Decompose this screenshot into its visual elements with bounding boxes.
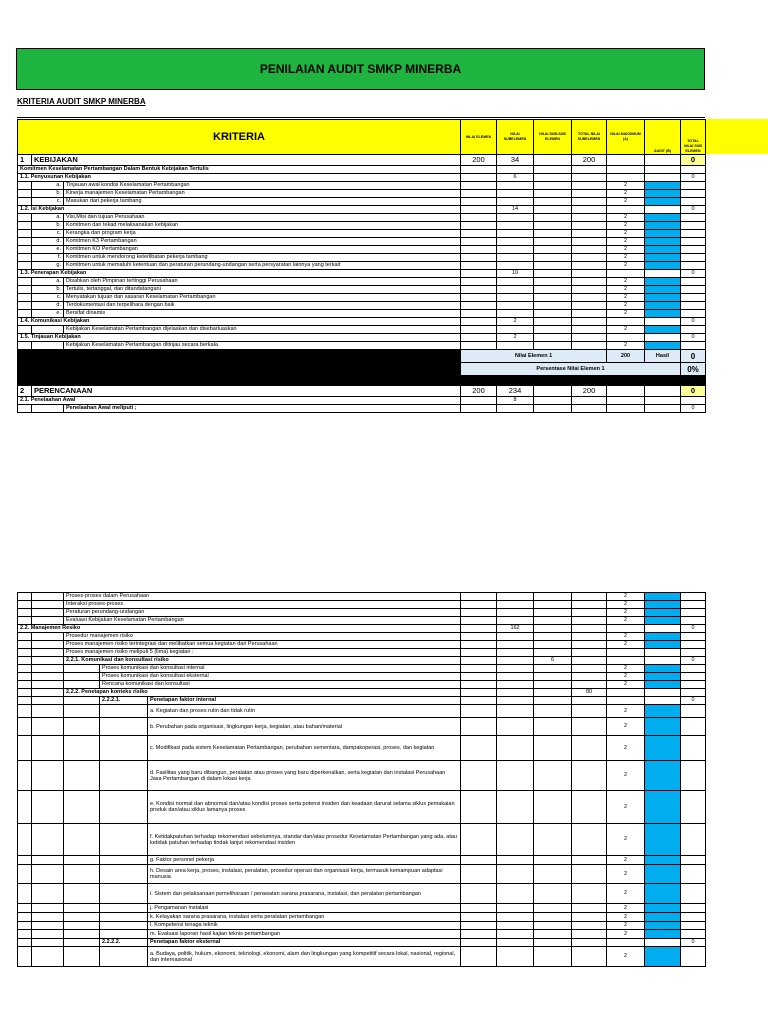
audit-input-cell[interactable]: [645, 884, 681, 904]
nilai-elemen-label: Nilai Elemen 1: [461, 350, 607, 363]
table-row: Proses-proses dalam Perusahaan 2: [18, 593, 706, 601]
table-row: b. Kinerja manajemen Keselamatan Pertambangan 2: [18, 190, 706, 198]
table-row: [18, 166, 706, 174]
table-row: g. Faktor personel pekerja 2: [18, 856, 706, 865]
subelement-label: 1.3. Penerapan Kebijakan: [18, 270, 461, 278]
subelement-value: 2: [497, 334, 534, 342]
subelement-row: [18, 397, 706, 405]
black-separator-row: [18, 376, 706, 386]
header-nilai-sub-sub-elemen: NILAI SUB-SUB ELEMEN: [534, 120, 572, 155]
audit-input-cell[interactable]: [645, 222, 681, 230]
audit-input-cell[interactable]: [645, 904, 681, 913]
table-row: b. Tertulis, tertanggal, dan ditandatangani 2: [18, 286, 706, 294]
element-row-2: [18, 386, 706, 397]
table-row: f. Komitmen untuk mendorong keterlibatan pekerja tambang 2: [18, 254, 706, 262]
nilai-audit-header-extension: [705, 119, 768, 154]
subelement-label: 1.2. Isi Kebijakan: [18, 206, 461, 214]
subelement-value: 162: [497, 625, 534, 633]
table-row: Evaluasi Kebijakan Keselamatan Pertambangan 2: [18, 617, 706, 625]
subelement-label: 2.2. Manajemen Resiko: [18, 625, 461, 633]
table-row: d. Komitmen K3 Pertambangan 2: [18, 238, 706, 246]
hasil-label: Hasil: [645, 350, 681, 363]
faktor-header-row: 2.2.2.2. Penetapan faktor eksternal 0: [18, 939, 706, 947]
audit-input-cell[interactable]: [645, 246, 681, 254]
audit-input-cell[interactable]: [645, 230, 681, 238]
table-row: e. Komitmen KO Pertambangan 2: [18, 246, 706, 254]
nilai-elemen: 200: [461, 155, 497, 166]
criteria-table-page2: [17, 592, 706, 967]
table-row: a. Visi,Misi dan tujuan Perusahaan 2: [18, 214, 706, 222]
table-row: b. Perubahan pada organisasi, lingkungan kerja, kegiatan, atau bahan/material 2: [18, 718, 706, 736]
faktor-header-row: 2.2.2.1. Penetapan faktor internal 0: [18, 697, 706, 705]
audit-input-cell[interactable]: [645, 705, 681, 718]
element-row-1: [18, 155, 706, 166]
subelement-label: 1.4. Komunikasi Kebijakan: [18, 318, 461, 326]
table-row: c. Kerangka dan program kerja 2: [18, 230, 706, 238]
audit-input-cell[interactable]: [645, 254, 681, 262]
divider: [17, 117, 705, 118]
subelement-value: 8: [497, 397, 534, 405]
header-nilai-maksimum: NILAI MAKSIMUM (A): [607, 120, 645, 155]
table-row: Proses manajemen risiko terintegrasi dan melibatkan semua kegiatan dari Perusahaan 2: [18, 641, 706, 649]
header-nilai-elemen: NILAI ELEMEN: [461, 120, 497, 155]
audit-input-cell[interactable]: [645, 609, 681, 617]
table-row: a. Tinjauan awal kondisi Keselamatan Pertambangan 2: [18, 182, 706, 190]
header-nilai-subelemen: NILAI SUBELEMEN: [497, 120, 534, 155]
subelement-value: 2: [497, 318, 534, 326]
audit-input-cell[interactable]: [645, 633, 681, 641]
table-row: Rencana komunikasi dan konsultasi 2: [18, 681, 706, 689]
subelement-row: [18, 270, 706, 278]
table-row: c. Modifikasi pada sistem Keselamatan Pertambangan, perubahan sementara, dampakoperasi, proses, dan kegiatan 2: [18, 736, 706, 761]
subelement-label: 1.5. Tinjauan Kebijakan: [18, 334, 461, 342]
table-row: k. Kelayakan sarana prasarana, instalasi serta peralatan pertambangan 2: [18, 913, 706, 922]
audit-input-cell[interactable]: [645, 198, 681, 206]
subelement-result: 0: [681, 334, 706, 342]
table-row: Proses manajemen risiko meliputi 5 (lima) kegiatan :: [18, 649, 706, 657]
audit-input-cell[interactable]: [645, 262, 681, 270]
header-total-nilai-subelemen: TOTAL NILAI SUBELEMEN: [572, 120, 607, 155]
table-row: Proses komunikasi dan konsultasi internal 2: [18, 665, 706, 673]
audit-input-cell[interactable]: [645, 214, 681, 222]
table-row: Kebijakan Keselamatan Pertambangan ditinjau secara berkala 2: [18, 342, 706, 350]
subelement-result: 0: [681, 206, 706, 214]
total-nilai: 200: [572, 155, 607, 166]
audit-input-cell[interactable]: [645, 856, 681, 865]
audit-input-cell[interactable]: [645, 326, 681, 334]
audit-input-cell[interactable]: [645, 930, 681, 939]
audit-input-cell[interactable]: [645, 681, 681, 689]
nilai-elemen-value: 200: [607, 350, 645, 363]
persentase-value: 0%: [681, 363, 706, 376]
table-row: m. Evaluasi laporan hasil kajian teknis pertambangan 2: [18, 930, 706, 939]
total-nilai: 200: [572, 386, 607, 397]
element-name: PERENCANAAN: [32, 386, 461, 397]
audit-input-cell[interactable]: [645, 641, 681, 649]
table-row: d. Fasilitas yang baru dibangun, peralatan atau proses yang baru diperkenalkan, serta kegiatan dan instalasi Perusahaan Jasa Pertambangan di dalam lokasi kerja 2: [18, 761, 706, 791]
table-row: b. Komitmen dan tekad melaksanakan kebijakan 2: [18, 222, 706, 230]
header-total-nilai-sub-elemen: TOTAL NILAI SUB ELEMEN: [681, 120, 706, 155]
audit-input-cell[interactable]: [645, 617, 681, 625]
table-row: Proses komunikasi dan konsultasi eksternal 2: [18, 673, 706, 681]
nilai-elemen-summary-row: [18, 350, 706, 363]
audit-input-cell[interactable]: [645, 791, 681, 824]
table-row: i. Sistem dan pelaksanaan pemeliharaan / perawatan sarana prasarana, instalasi, dan peralatan pertambangan 2: [18, 884, 706, 904]
audit-input-cell[interactable]: [645, 913, 681, 922]
table-row: c. Menyatakan tujuan dan sasaran Keselamatan Pertambangan 2: [18, 294, 706, 302]
header-audit-b: AUDIT (B): [645, 120, 681, 155]
subelement-label: 2.1. Penelaahan Awal: [18, 397, 461, 405]
table-row: g. Komitmen untuk mematuhi ketentuan dan peraturan perundang-undangan serta persyaratan lainnya yang terkait 2: [18, 262, 706, 270]
element-number: 1: [18, 155, 32, 166]
element-name: KEBIJAKAN: [32, 155, 461, 166]
table-row: a. Kegiatan dan proses rutin dan tidak rutin 2: [18, 705, 706, 718]
page-title: PENILAIAN AUDIT SMKP MINERBA: [16, 48, 705, 90]
audit-input-cell[interactable]: [645, 922, 681, 930]
audit-total: 0: [681, 386, 706, 397]
nilai-subelemen: 234: [497, 386, 534, 397]
table-row: d. Terdokumentasi dan terpelihara dengan baik 2: [18, 302, 706, 310]
audit-input-cell[interactable]: [645, 593, 681, 601]
table-row: Prosedur manajemen risiko 2: [18, 633, 706, 641]
table-row: e. Bersifat dinamis 2: [18, 310, 706, 318]
audit-input-cell[interactable]: [645, 182, 681, 190]
audit-input-cell[interactable]: [645, 824, 681, 856]
subelement-value: 14: [497, 206, 534, 214]
audit-input-cell[interactable]: [645, 947, 681, 967]
subelement-row: 2.2. Manajemen Resiko 162 0: [18, 625, 706, 633]
hasil-value: 0: [681, 350, 706, 363]
audit-input-cell[interactable]: [645, 278, 681, 286]
audit-input-cell[interactable]: [645, 736, 681, 761]
table-row: c. Masukan dari pekerja tambang 2: [18, 198, 706, 206]
audit-input-cell[interactable]: [645, 865, 681, 884]
audit-input-cell[interactable]: [645, 718, 681, 736]
audit-input-cell[interactable]: [645, 310, 681, 318]
table-row: Penelaahan Awal meliputi ; 0: [18, 405, 706, 413]
nilai-subelemen: 34: [497, 155, 534, 166]
audit-input-cell[interactable]: [645, 294, 681, 302]
audit-input-cell[interactable]: [645, 190, 681, 198]
komitmen-label: Komitmen Keselamatan Pertambangan Dalam Bentuk Kebijakan Tertulis: [18, 166, 461, 174]
audit-input-cell[interactable]: [645, 665, 681, 673]
subelement-label: 1.1. Penyusunan Kebijakan: [18, 174, 461, 182]
table-row: a. Disahkan oleh Pimpinan tertinggi Perusahaan 2: [18, 278, 706, 286]
audit-input-cell[interactable]: [645, 601, 681, 609]
table-row: a. Budaya, politik, hukum, ekonomi, teknologi, ekonomi, alam dan lingkungan yang kompetitif secara lokal, nasional, regional, dan internasional 2: [18, 947, 706, 967]
subelement-result: 0: [681, 270, 706, 278]
table-row: f. Ketidakpatuhan terhadap rekomendasi sebelumnya, standar dan/atau prosedur Keselamatan Pertambangan yang ada, atau ketidak patuhan terhadap tindak lanjut rekomendasi insiden 2: [18, 824, 706, 856]
header-kriteria: KRITERIA: [18, 120, 461, 155]
table-header: [18, 120, 706, 155]
subelement-result: 0: [681, 174, 706, 182]
subelement-row: [18, 174, 706, 182]
subelement-value: 6: [497, 174, 534, 182]
element-number: 2: [18, 386, 32, 397]
subelement-row: [18, 206, 706, 214]
audit-input-cell[interactable]: [645, 673, 681, 681]
table-row: l. Kompetensi tenaga teknik 2: [18, 922, 706, 930]
audit-input-cell[interactable]: [645, 238, 681, 246]
table-row: e. Kondisi normal dan abnormal dan/atau kondisi proses serta potensi insiden dan keadaan darurat selama siklus pemakaian produk dan/atau siklus lamanya proses 2: [18, 791, 706, 824]
nilai-elemen: 200: [461, 386, 497, 397]
subelement-row: [18, 334, 706, 342]
subelement-row: [18, 318, 706, 326]
audit-input-cell[interactable]: [645, 342, 681, 350]
subelement-result: 0: [681, 318, 706, 326]
table-row: Interaksi proses-proses 2: [18, 601, 706, 609]
document-subtitle: KRITERIA AUDIT SMKP MINERBA: [17, 97, 146, 106]
persentase-label: Persentase Nilai Elemen 1: [461, 363, 681, 376]
criteria-table-page1: [17, 119, 706, 413]
audit-input-cell[interactable]: [645, 286, 681, 294]
audit-input-cell[interactable]: [645, 761, 681, 791]
subsubelement-row: 2.2.1. Komunikasi dan konsultasi risiko 6 0: [18, 657, 706, 665]
subsubelement-row: 2.2.2. Penetapan konteks risiko 80: [18, 689, 706, 697]
table-row: j. Pengamanan instalasi 2: [18, 904, 706, 913]
subelement-value: 10: [497, 270, 534, 278]
table-row: h. Desain area kerja, proses, instalasi, peralatan, prosedur operasi dan organisasi kerja, termasuk kemampuan adaptasi manusia 2: [18, 865, 706, 884]
table-row: Peraturan perundang-undangan 2: [18, 609, 706, 617]
audit-input-cell[interactable]: [645, 302, 681, 310]
audit-total: 0: [681, 155, 706, 166]
table-row: Kebijakan Keselamatan Pertambangan dijelaskan dan disebarluaskan 2: [18, 326, 706, 334]
